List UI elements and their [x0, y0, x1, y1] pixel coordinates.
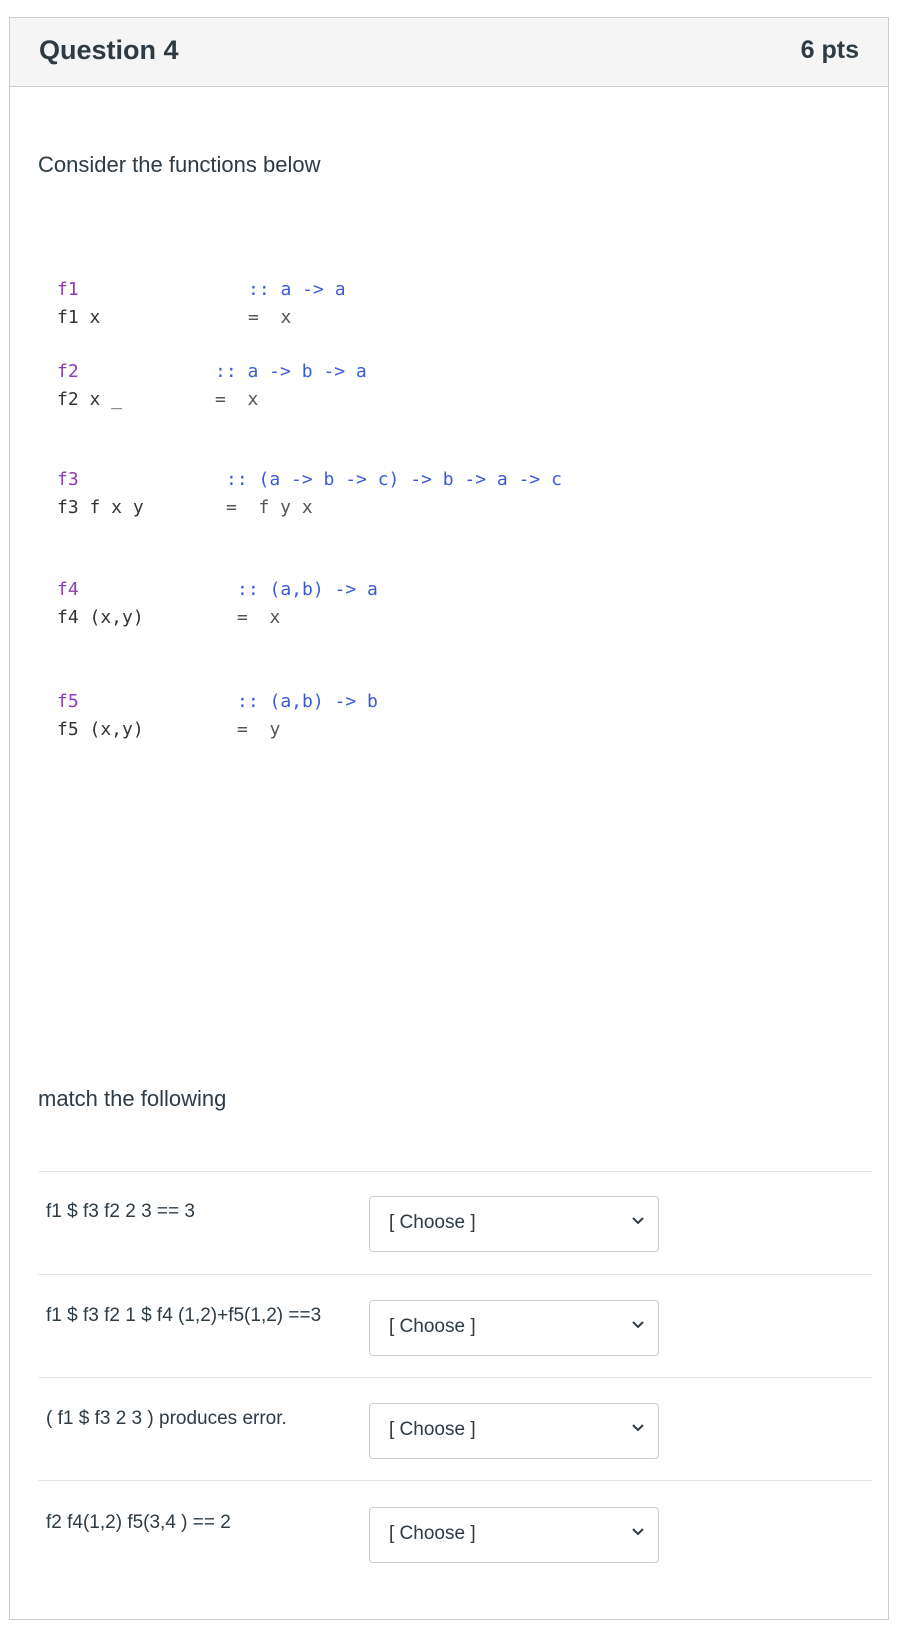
question-title: Question 4: [39, 35, 179, 65]
question-intro: Consider the functions below: [38, 152, 321, 177]
code-f4-sig: :: (a,b) -> a: [237, 579, 378, 600]
chevron-down-icon: [630, 1211, 646, 1231]
match-select-1-value: [ Choose ]: [389, 1212, 476, 1233]
match-select-1[interactable]: [369, 1196, 659, 1252]
code-f1-body: = x: [248, 307, 292, 328]
match-prompt-1: f1 $ f3 f2 2 3 == 3: [46, 1201, 195, 1222]
code-f5-sig: :: (a,b) -> b: [237, 691, 378, 712]
code-f5-name: f5: [57, 691, 79, 712]
match-select-2[interactable]: [369, 1300, 659, 1356]
code-f4-def: f4 (x,y): [57, 607, 144, 628]
match-prompt-4: f2 f4(1,2) f5(3,4 ) == 2: [46, 1512, 231, 1533]
code-f3-def: f3 f x y: [57, 497, 144, 518]
code-f3-body: = f y x: [226, 497, 313, 518]
match-select-3[interactable]: [369, 1403, 659, 1459]
code-f1-name: f1: [57, 279, 79, 300]
match-prompt-2: f1 $ f3 f2 1 $ f4 (1,2)+f5(1,2) ==3: [46, 1305, 322, 1326]
row-divider: [38, 1377, 872, 1378]
chevron-down-icon: [630, 1418, 646, 1438]
match-select-4[interactable]: [369, 1507, 659, 1563]
question-header: [10, 18, 888, 87]
match-instructions: match the following: [38, 1086, 227, 1111]
match-prompt-3: ( f1 $ f3 2 3 ) produces error.: [46, 1408, 287, 1429]
chevron-down-icon: [630, 1315, 646, 1335]
code-f3-sig: :: (a -> b -> c) -> b -> a -> c: [226, 469, 562, 490]
match-select-2-value: [ Choose ]: [389, 1316, 476, 1337]
code-f2-name: f2: [57, 361, 79, 382]
row-divider: [38, 1171, 872, 1172]
row-divider: [38, 1480, 872, 1481]
code-f2-def: f2 x _: [57, 389, 123, 410]
code-f4-body: = x: [237, 607, 281, 628]
question-points: 6 pts: [800, 36, 859, 64]
match-select-4-value: [ Choose ]: [389, 1523, 476, 1544]
code-f5-def: f5 (x,y): [57, 719, 144, 740]
question-card: [9, 17, 889, 1620]
chevron-down-icon: [630, 1522, 646, 1542]
code-f1-def: f1 x: [57, 307, 101, 328]
code-f2-body: = x: [215, 389, 259, 410]
match-select-3-value: [ Choose ]: [389, 1419, 476, 1440]
code-f2-sig: :: a -> b -> a: [215, 361, 367, 382]
row-divider: [38, 1274, 872, 1275]
code-f4-name: f4: [57, 579, 79, 600]
code-f1-sig: :: a -> a: [248, 279, 346, 300]
code-f3-name: f3: [57, 469, 79, 490]
code-f5-body: = y: [237, 719, 281, 740]
